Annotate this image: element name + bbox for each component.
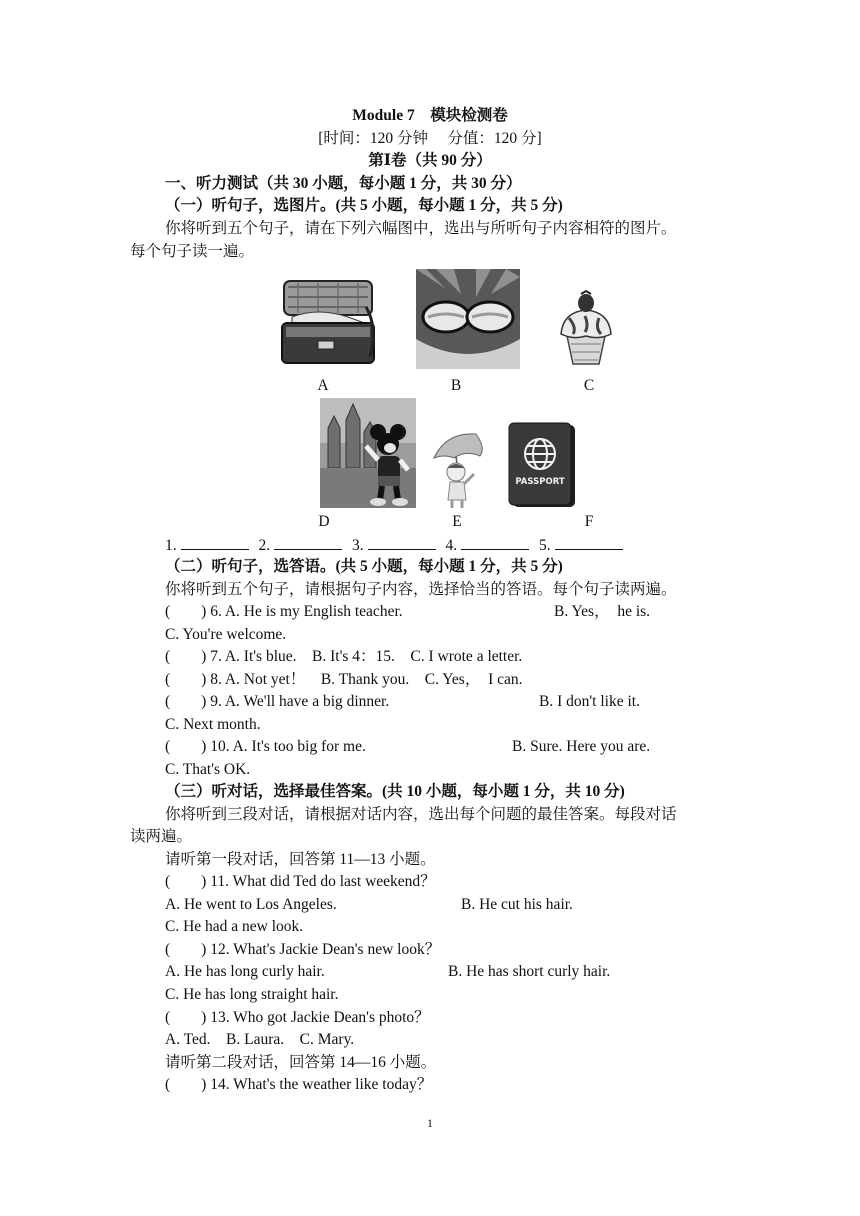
sub2-heading: （二）听句子，选答语。(共 5 小题，每小题 1 分，共 5 分)	[165, 558, 563, 575]
time-score-line: [时间：120 分钟 分值：120 分]	[318, 130, 542, 147]
question-10: ( ) 10. A. It's too big for me.	[165, 738, 366, 755]
question-14: ( ) 14. What's the weather like today？	[165, 1076, 433, 1093]
question-8: ( ) 8. A. Not yet！ B. Thank you. C. Yes， I can.	[165, 671, 523, 688]
sub1-instruction: 你将听到五个句子，请在下列六幅图中，选出与所听句子内容相符的图片。	[165, 220, 677, 237]
picture-label-f: F	[584, 513, 594, 530]
sub3-instruction-cont: 读两遍。	[130, 828, 193, 845]
question-6-option-b: B. Yes， he is.	[554, 603, 651, 620]
question-13-options: A. Ted. B. Laura. C. Mary.	[165, 1031, 355, 1048]
question-12: ( ) 12. What's Jackie Dean's new look？	[165, 941, 441, 958]
question-11: ( ) 11. What did Ted do last weekend？	[165, 873, 436, 890]
question-7: ( ) 7. A. It's blue. B. It's 4：15. C. I wrote a letter.	[165, 648, 523, 665]
question-6: ( ) 6. A. He is my English teacher.	[165, 603, 403, 620]
answer-blank[interactable]	[274, 535, 342, 550]
sub3-heading: （三）听对话，选择最佳答案。(共 10 小题，每小题 1 分，共 10 分)	[165, 783, 625, 800]
sub2-instruction: 你将听到五个句子，请根据句子内容，选择恰当的答语。每个句子读两遍。	[165, 581, 677, 598]
question-12-option-c: C. He has long straight hair.	[165, 986, 339, 1003]
section-heading: 一、听力测试（共 30 小题，每小题 1 分，共 30 分）	[165, 175, 522, 192]
sub1-heading: （一）听句子，选图片。(共 5 小题，每小题 1 分，共 5 分)	[165, 197, 563, 214]
answer-num: 4.	[445, 537, 458, 554]
page-title: Module 7 模块检测卷	[352, 107, 508, 124]
question-9-option-c: C. Next month.	[165, 716, 261, 733]
passport-icon	[507, 421, 577, 509]
question-9-option-b: B. I don't like it.	[539, 693, 640, 710]
answer-blank[interactable]	[461, 535, 529, 550]
answer-blank[interactable]	[555, 535, 623, 550]
dialog1-instruction: 请听第一段对话，回答第 11—13 小题。	[165, 851, 436, 868]
question-12-option-a: A. He has long curly hair.	[165, 963, 325, 980]
sub1-instruction-cont: 每个句子读一遍。	[130, 243, 255, 260]
question-10-option-b: B. Sure. Here you are.	[512, 738, 651, 755]
picture-label-b: B	[450, 377, 462, 394]
sunglasses-icon	[416, 269, 520, 369]
picture-label-d: D	[318, 513, 330, 530]
suitcase-icon	[278, 277, 383, 369]
picture-label-e: E	[452, 513, 462, 530]
umbrella-girl-icon	[430, 428, 486, 510]
ice-cream-icon	[555, 288, 617, 368]
castle-mickey-icon	[320, 398, 416, 508]
answer-num: 5.	[539, 537, 551, 554]
page-number: 1	[427, 1116, 433, 1130]
answer-num: 1.	[165, 537, 177, 554]
answer-num: 2.	[258, 537, 271, 554]
question-11-option-b: B. He cut his hair.	[461, 896, 573, 913]
question-6-option-c: C. You're welcome.	[165, 626, 287, 643]
sub3-instruction: 你将听到三段对话，请根据对话内容，选出每个问题的最佳答案。每段对话	[165, 806, 677, 823]
answer-blank[interactable]	[368, 535, 436, 550]
question-10-option-c: C. That's OK.	[165, 761, 251, 778]
dialog2-instruction: 请听第二段对话，回答第 14—16 小题。	[165, 1054, 437, 1071]
part-title: 第Ⅰ卷（共 90 分）	[368, 152, 492, 169]
passport-text: PASSPORT	[515, 477, 565, 487]
question-11-option-c: C. He had a new look.	[165, 918, 304, 935]
answer-blank[interactable]	[181, 535, 249, 550]
picture-label-c: C	[583, 377, 595, 394]
question-12-option-b: B. He has short curly hair.	[448, 963, 611, 980]
answer-num: 3.	[352, 537, 364, 554]
question-9: ( ) 9. A. We'll have a big dinner.	[165, 693, 390, 710]
answer-blanks-row	[165, 535, 629, 556]
question-13: ( ) 13. Who got Jackie Dean's photo？	[165, 1009, 430, 1026]
question-11-option-a: A. He went to Los Angeles.	[165, 896, 337, 913]
picture-label-a: A	[317, 377, 329, 394]
